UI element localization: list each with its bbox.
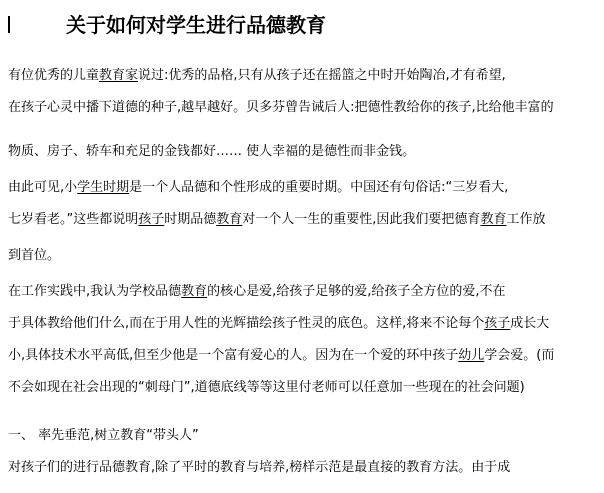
text-run: 是一个人品德和个性形成的重要时期。中国还有句俗话:“三岁看大, — [129, 180, 509, 195]
text-run: 时期品德 — [164, 212, 217, 227]
text-run: 成长大 — [510, 316, 550, 331]
text-run: 物质、房子、轿车和充足的金钱都好…… 使人幸福的是德性而非金钱。 — [8, 144, 416, 159]
text-run: 说过:优秀的品格,只有从孩子还在摇篮之中时开始陶冶,才有希望, — [138, 68, 506, 83]
paragraph-line — [8, 144, 415, 160]
text-run: 在工作实践中,我认为学校品德 — [8, 284, 182, 299]
text-run: 于具体教给他们什么,而在于用人性的光辉描绘孩子性灵的底色。这样,将来不论每个 — [8, 316, 485, 331]
paragraph-line — [8, 212, 545, 228]
paragraph-line — [8, 284, 506, 300]
text-run: 有位优秀的儿童 — [8, 68, 100, 83]
text-run: 一、 率先垂范,树立教育“带头人” — [8, 428, 199, 443]
paragraph-line — [8, 460, 510, 476]
paragraph-line — [8, 100, 554, 116]
text-run: 小,具体技术水平高低,但至少他是一个富有爱心的人。因为在一个爱的环中孩子 — [8, 348, 459, 363]
hyperlink[interactable]: 教育 — [216, 212, 243, 227]
paragraph-line — [8, 380, 525, 396]
text-run: 的核心是爱,给孩子足够的爱,给孩子全方位的爱,不在 — [207, 284, 506, 299]
text-run: 工作放 — [506, 212, 546, 227]
hyperlink[interactable]: 教育家 — [99, 68, 139, 83]
paragraph-line — [8, 248, 60, 264]
paragraph-line — [8, 68, 506, 84]
hyperlink[interactable]: 孩子 — [138, 212, 165, 227]
hyperlink[interactable]: 孩子 — [484, 316, 511, 331]
paragraph-line — [8, 428, 199, 444]
hyperlink[interactable]: 幼儿 — [458, 348, 485, 363]
paragraph-line — [8, 316, 549, 332]
text-run: 到首位。 — [8, 248, 61, 263]
text-run: 对孩子们的进行品德教育,除了平时的教育与培养,榜样示范是最直接的教育方法。由于成 — [8, 460, 511, 475]
text-run: 不会如现在社会出现的“刺母门”,道德底线等等这里付老师可以任意加一些现在的社会问题) — [8, 380, 525, 395]
paragraph-line — [8, 348, 554, 364]
text-run: 对一个人一生的重要性,因此我们要把德育 — [242, 212, 481, 227]
hyperlink[interactable]: 教育 — [181, 284, 208, 299]
text-run: 在孩子心灵中播下道德的种子,越早越好。贝多芬曾告诫后人:把德性教给你的孩子,比给他丰富的 — [8, 100, 554, 115]
text-run: 学会爱。(而 — [484, 348, 555, 363]
paragraph-line — [8, 180, 508, 196]
text-cursor — [8, 16, 10, 33]
text-run: 七岁看老。”这些都说明 — [8, 212, 139, 227]
hyperlink[interactable]: 学生时期 — [77, 180, 130, 195]
text-run: 由此可见,小 — [8, 180, 78, 195]
document-title: 关于如何对学生进行品德教育 — [66, 13, 326, 37]
hyperlink[interactable]: 教育 — [480, 212, 507, 227]
